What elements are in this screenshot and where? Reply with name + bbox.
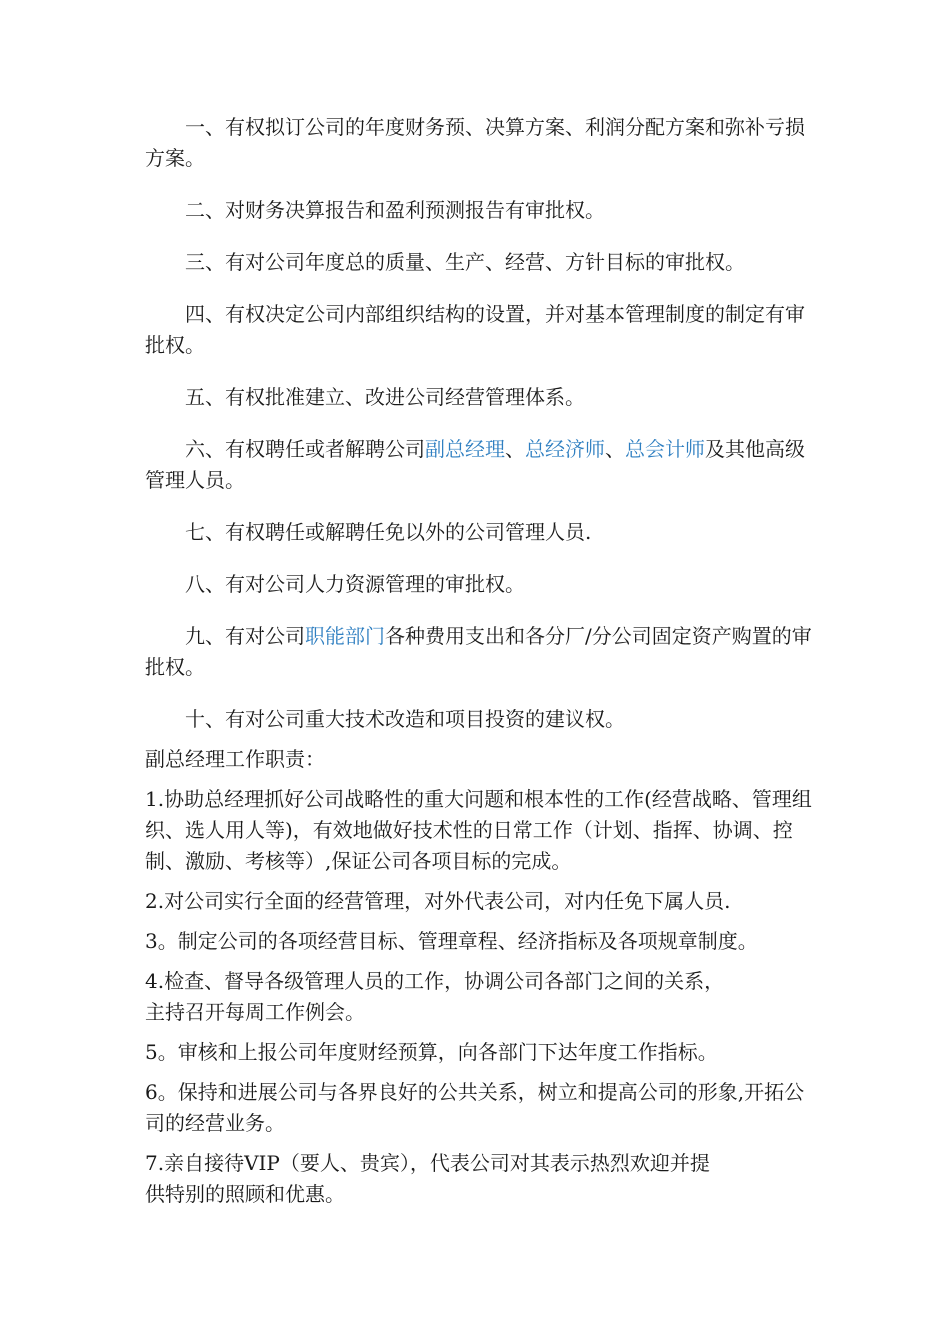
link-chief-accountant[interactable]: 总会计师: [625, 437, 705, 461]
duty-item-7: 7.亲自接待VIP（要人、贵宾），代表公司对其表示热烈欢迎并提 供特别的照顾和优惠。: [145, 1151, 710, 1206]
link-functional-departments[interactable]: 职能部门: [305, 624, 385, 648]
power-item-6: [145, 434, 815, 496]
power-item-7: 七、有权聘任或解聘任免以外的公司管理人员.: [185, 520, 592, 544]
power-item-1: 一、有权拟订公司的年度财务预、决算方案、利润分配方案和弥补亏损方案。: [145, 115, 805, 170]
power-item-8: 八、有对公司人力资源管理的审批权。: [185, 572, 525, 596]
duty-item-1: 1.协助总经理抓好公司战略性的重大问题和根本性的工作(经营战略、管理组织、选人用人等)，有效地做好技术性的日常工作（计划、指挥、协调、控制、激励、考核等）,保证公司各项目标的完成。: [145, 787, 812, 873]
power-item-6-text-b: 及其他高级管理人员。: [145, 437, 805, 492]
power-item-9-text-b: 各种费用支出和各分厂/分公司固定资产购置的审批权。: [145, 624, 812, 679]
duty-item-2: 2.对公司实行全面的经营管理，对外代表公司，对内任免下属人员.: [145, 889, 731, 913]
power-item-3: 三、有对公司年度总的质量、生产、经营、方针目标的审批权。: [185, 250, 745, 274]
power-item-5: 五、有权批准建立、改进公司经营管理体系。: [185, 385, 585, 409]
duty-item-4: 4.检查、督导各级管理人员的工作，协调公司各部门之间的关系， 主持召开每周工作例会。: [145, 969, 725, 1024]
link-chief-economist[interactable]: 总经济师: [525, 437, 605, 461]
power-item-9-text-a: 九、有对公司: [185, 624, 305, 648]
power-item-9: [145, 621, 815, 683]
deputy-duties-heading: 副总经理工作职责：: [145, 747, 325, 771]
power-item-4: 四、有权决定公司内部组织结构的设置，并对基本管理制度的制定有审批权。: [145, 302, 805, 357]
duty-item-5: 5。审核和上报公司年度财经预算，向各部门下达年度工作指标。: [145, 1040, 718, 1064]
power-item-10: 十、有对公司重大技术改造和项目投资的建议权。: [185, 707, 625, 731]
duty-item-3: 3。制定公司的各项经营目标、管理章程、经济指标及各项规章制度。: [145, 929, 758, 953]
power-item-2: 二、对财务决算报告和盈利预测报告有审批权。: [185, 198, 605, 222]
power-item-6-sep-1: 、: [505, 437, 525, 461]
duty-item-6: 6。保持和进展公司与各界良好的公共关系，树立和提高公司的形象,开拓公司的经营业务。: [145, 1080, 805, 1135]
document-page: [145, 112, 815, 1210]
link-deputy-general-manager[interactable]: 副总经理: [425, 437, 505, 461]
power-item-6-text-a: 六、有权聘任或者解聘公司: [185, 437, 425, 461]
power-item-6-sep-2: 、: [605, 437, 625, 461]
